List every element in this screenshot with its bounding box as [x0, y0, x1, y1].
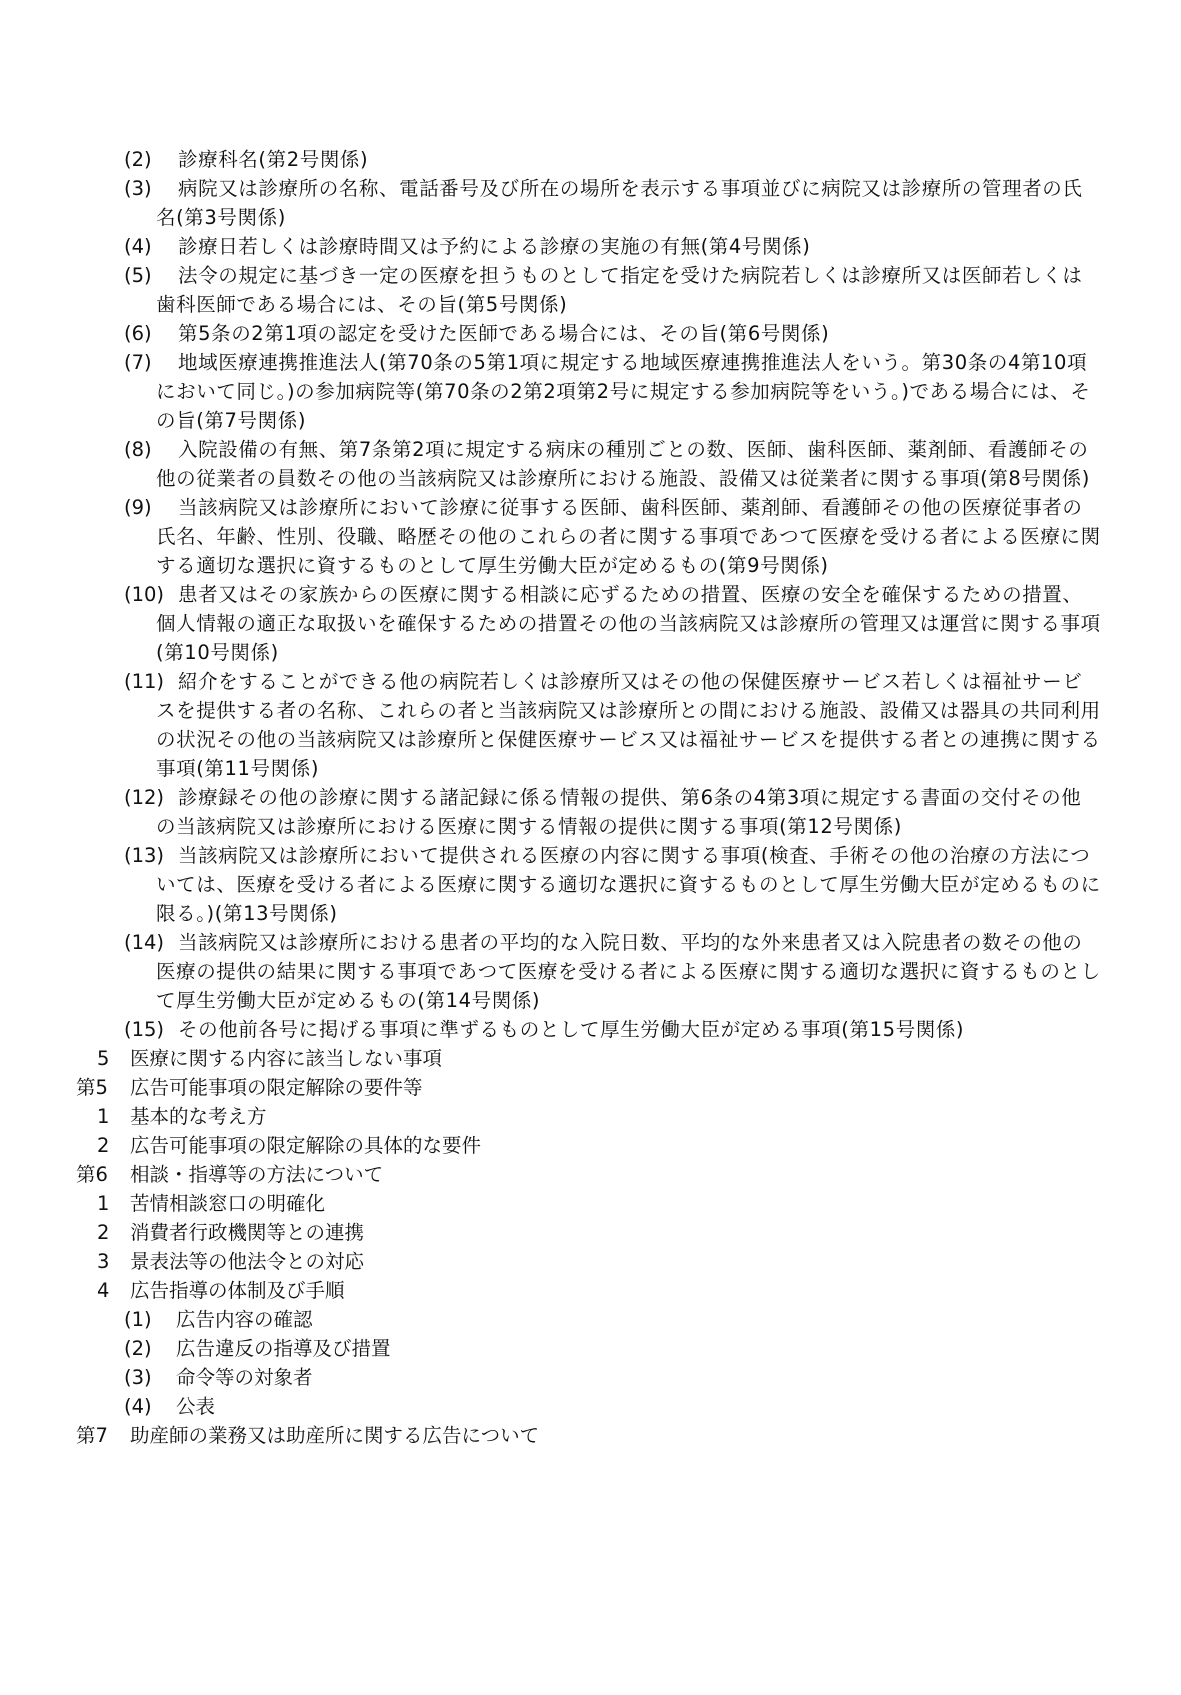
list-item: [0, 667, 1181, 783]
subsection-number: (4): [124, 1395, 152, 1418]
item-text: 当該病院又は診療所において提供される医療の内容に関する事項(検査、手術その他の治療の方法については、医療を受ける者による医療に関する適切な選択に資するものとして厚生労働大臣が定めるものに限る。)(第13号関係): [156, 844, 1101, 925]
subsection-number: (3): [124, 1366, 152, 1389]
chapter-heading: [0, 1421, 1181, 1450]
section-title: 苦情相談窓口の明確化: [130, 1192, 326, 1215]
list-item: [0, 319, 1181, 348]
subsection-number: (1): [124, 1308, 152, 1331]
subsection-title: 広告内容の確認: [176, 1308, 313, 1331]
item-number: (2): [124, 148, 152, 171]
item-number: (12): [124, 786, 165, 809]
item-text: 紹介をすることができる他の病院若しくは診療所又はその他の保健医療サービス若しくは福祉サービスを提供する者の名称、これらの者と当該病院又は診療所との間における施設、設備又は器具の共同利用の状況その他の当該病院又は診療所と保健医療サービス又は福祉サービスを提供する者との連携に関する事項(第11号関係): [156, 670, 1101, 780]
section-title: 医療に関する内容に該当しない事項: [130, 1047, 443, 1070]
section-title: 基本的な考え方: [130, 1105, 267, 1128]
section-number: 2: [97, 1134, 110, 1157]
item-text: 診療科名(第2号関係): [178, 148, 369, 171]
section-heading: [0, 1218, 1181, 1247]
chapter-heading: [0, 1160, 1181, 1189]
list-item: [0, 435, 1181, 493]
list-item: [0, 1015, 1181, 1044]
list-item: [0, 928, 1181, 1015]
list-item: [0, 232, 1181, 261]
subsection-heading: [0, 1392, 1181, 1421]
section-title: 景表法等の他法令との対応: [130, 1250, 365, 1273]
item-text: その他前各号に掲げる事項に準ずるものとして厚生労働大臣が定める事項(第15号関係): [178, 1018, 965, 1041]
item-number: (7): [124, 351, 152, 374]
section-heading: [0, 1102, 1181, 1131]
item-number: (6): [124, 322, 152, 345]
section-title: 消費者行政機関等との連携: [130, 1221, 365, 1244]
item-number: (4): [124, 235, 152, 258]
chapter-title: 相談・指導等の方法について: [130, 1163, 384, 1186]
list-item: [0, 348, 1181, 435]
item-text: 法令の規定に基づき一定の医療を担うものとして指定を受けた病院若しくは診療所又は医師若しくは歯科医師である場合には、その旨(第5号関係): [156, 264, 1083, 316]
chapter-heading: [0, 1073, 1181, 1102]
item-text: 病院又は診療所の名称、電話番号及び所在の場所を表示する事項並びに病院又は診療所の管理者の氏名(第3号関係): [156, 177, 1083, 229]
chapter-number: 第6: [76, 1163, 108, 1186]
section-number: 5: [97, 1047, 110, 1070]
section-heading: [0, 1276, 1181, 1305]
item-number: (3): [124, 177, 152, 200]
chapter-title: 広告可能事項の限定解除の要件等: [130, 1076, 423, 1099]
section-heading: [0, 1044, 1181, 1073]
list-item: [0, 145, 1181, 174]
list-item: [0, 493, 1181, 580]
list-item: [0, 841, 1181, 928]
section-number: 1: [97, 1105, 110, 1128]
section-heading: [0, 1189, 1181, 1218]
item-text: 地域医療連携推進法人(第70条の5第1項に規定する地域医療連携推進法人をいう。第30条の4第10項において同じ。)の参加病院等(第70条の2第2項第2号に規定する参加病院等をいう。)である場合には、その旨(第7号関係): [156, 351, 1091, 432]
subsection-number: (2): [124, 1337, 152, 1360]
section-title: 広告可能事項の限定解除の具体的な要件: [130, 1134, 482, 1157]
item-number: (10): [124, 583, 165, 606]
chapter-title: 助産師の業務又は助産所に関する広告について: [130, 1424, 540, 1447]
section-number: 1: [97, 1192, 110, 1215]
item-number: (15): [124, 1018, 165, 1041]
subsection-title: 公表: [176, 1395, 216, 1418]
item-number: (13): [124, 844, 165, 867]
item-number: (5): [124, 264, 152, 287]
list-item: [0, 261, 1181, 319]
list-item: [0, 174, 1181, 232]
item-text: 患者又はその家族からの医療に関する相談に応ずるための措置、医療の安全を確保するための措置、個人情報の適正な取扱いを確保するための措置その他の当該病院又は診療所の管理又は運営に関する事項(第10号関係): [156, 583, 1101, 664]
item-text: 診療日若しくは診療時間又は予約による診療の実施の有無(第4号関係): [178, 235, 811, 258]
item-number: (11): [124, 670, 165, 693]
subsection-title: 広告違反の指導及び措置: [176, 1337, 391, 1360]
subsection-heading: [0, 1334, 1181, 1363]
item-text: 診療録その他の診療に関する諸記録に係る情報の提供、第6条の4第3項に規定する書面の交付その他の当該病院又は診療所における医療に関する情報の提供に関する事項(第12号関係): [156, 786, 1082, 838]
section-number: 4: [97, 1279, 110, 1302]
item-number: (8): [124, 438, 152, 461]
section-heading: [0, 1247, 1181, 1276]
item-text: 入院設備の有無、第7条第2項に規定する病床の種別ごとの数、医師、歯科医師、薬剤師、看護師その他の従業者の員数その他の当該病院又は診療所における施設、設備又は従業者に関する事項(第8号関係): [156, 438, 1090, 490]
subsection-title: 命令等の対象者: [176, 1366, 313, 1389]
item-list: [0, 145, 1181, 1044]
item-text: 当該病院又は診療所における患者の平均的な入院日数、平均的な外来患者又は入院患者の数その他の医療の提供の結果に関する事項であつて医療を受ける者による医療に関する適切な選択に資するものとして厚生労働大臣が定めるもの(第14号関係): [156, 931, 1101, 1012]
section-number: 3: [97, 1250, 110, 1273]
subsection-heading: [0, 1363, 1181, 1392]
list-item: [0, 783, 1181, 841]
item-number: (9): [124, 496, 152, 519]
list-item: [0, 580, 1181, 667]
outline-content: [0, 145, 1181, 1450]
chapter-number: 第5: [76, 1076, 108, 1099]
section-heading: [0, 1131, 1181, 1160]
item-text: 当該病院又は診療所において診療に従事する医師、歯科医師、薬剤師、看護師その他の医療従事者の氏名、年齢、性別、役職、略歴その他のこれらの者に関する事項であつて医療を受ける者による医療に関する適切な選択に資するものとして厚生労働大臣が定めるもの(第9号関係): [156, 496, 1101, 577]
section-number: 2: [97, 1221, 110, 1244]
item-number: (14): [124, 931, 165, 954]
item-text: 第5条の2第1項の認定を受けた医師である場合には、その旨(第6号関係): [178, 322, 830, 345]
subsection-heading: [0, 1305, 1181, 1334]
chapter-number: 第7: [76, 1424, 108, 1447]
section-title: 広告指導の体制及び手順: [130, 1279, 345, 1302]
